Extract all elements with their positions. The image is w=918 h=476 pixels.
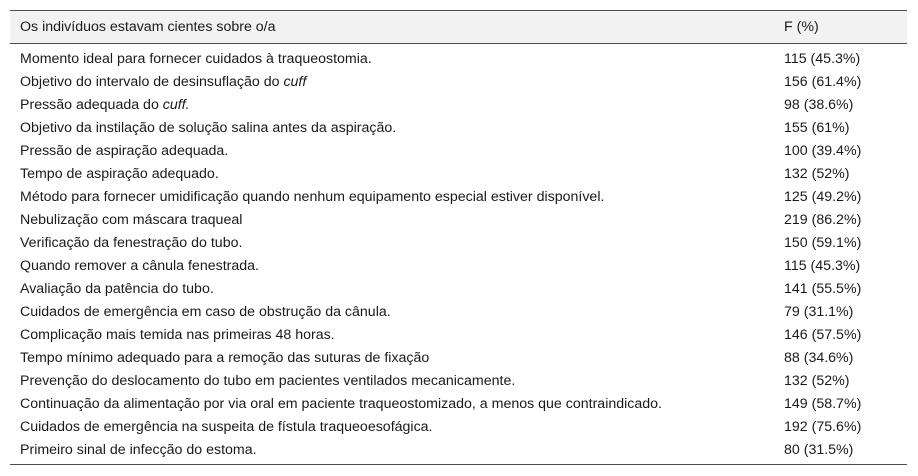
row-item-text: Objetivo da instilação de solução salina antes da aspiração. [20,119,397,136]
row-item-cell [10,369,774,392]
table-row [10,116,907,139]
awareness-table-container [10,10,907,465]
row-item-cell [10,415,774,438]
table-row [10,369,907,392]
row-item-cell [10,70,774,93]
table-body [10,44,907,465]
table-row [10,162,907,185]
table-header [10,11,907,44]
row-item-text: Cuidados de emergência na suspeita de fístula traqueoesofágica. [20,418,433,435]
table-row [10,277,907,300]
row-frequency-cell: 79 (31.1%) [784,303,854,320]
row-item-cell [10,323,774,346]
header-row [10,11,907,44]
row-frequency-cell: 141 (55.5%) [784,280,862,297]
row-item-cell [10,277,774,300]
row-item-cell [10,44,774,71]
table-row [10,139,907,162]
row-frequency-cell: 98 (38.6%) [784,96,854,113]
row-frequency-cell: 132 (52%) [784,372,850,389]
row-item-cell [10,346,774,369]
row-frequency-cell: 132 (52%) [784,165,850,182]
row-frequency-cell: 115 (45.3%) [784,257,861,274]
row-item-text: Tempo de aspiração adequado. [20,165,219,182]
row-item-text: Método para fornecer umidificação quando nenhum equipamento especial estiver disponível. [20,188,605,205]
table-row [10,300,907,323]
table-row [10,392,907,415]
row-item-text: Tempo mínimo adequado para a remoção das suturas de fixação [20,349,430,366]
row-frequency-cell: 115 (45.3%) [784,50,861,67]
row-item-text: Nebulização com máscara traqueal [20,211,243,228]
row-frequency-cell: 219 (86.2%) [784,211,862,228]
row-item-text: Pressão de aspiração adequada. [20,142,229,159]
row-item-text: Verificação da fenestração do tubo. [20,234,243,251]
row-frequency-cell: 125 (49.2%) [784,188,862,205]
row-item-text: Objetivo do intervalo de desinsuflação do [20,73,284,90]
row-item-text: Quando remover a cânula fenestrada. [20,257,259,274]
row-item-cell [10,392,774,415]
row-frequency-cell: 80 (31.5%) [774,438,907,465]
row-item-cell [10,231,774,254]
row-frequency-cell: 88 (34.6%) [784,349,854,366]
table-row [10,346,907,369]
row-item-emphasis: cuff [283,73,307,90]
row-item-cell [10,254,774,277]
row-item-emphasis: cuff. [162,96,190,113]
row-item-text: Momento ideal para fornecer cuidados à traqueostomia. [20,50,372,67]
row-item-cell [10,93,774,116]
row-item-text: Complicação mais temida nas primeiras 48 horas. [20,326,335,343]
row-frequency-cell: 150 (59.1%) [784,234,862,251]
row-item-text: Cuidados de emergência em caso de obstrução da cânula. [20,303,391,320]
header-frequency: F (%) [774,11,907,44]
row-frequency-cell: 192 (75.6%) [784,418,862,435]
table-row [10,208,907,231]
header-item: Os indivíduos estavam cientes sobre o/a [10,11,774,44]
row-frequency-cell: 155 (61%) [784,119,850,136]
row-frequency-cell: 156 (61.4%) [784,73,862,90]
row-item-text: Continuação da alimentação por via oral em paciente traqueostomizado, a menos que contraindicado. [20,395,662,412]
row-item-text: Primeiro sinal de infecção do estoma. [20,441,257,458]
row-item-cell [10,208,774,231]
row-item-text: Prevenção do deslocamento do tubo em pacientes ventilados mecanicamente. [20,372,516,389]
table-row [10,44,907,71]
row-frequency-cell: 146 (57.5%) [784,326,862,343]
row-item-cell [10,162,774,185]
row-item-text: Avaliação da patência do tubo. [20,280,214,297]
row-item-cell [10,139,774,162]
table-row [10,231,907,254]
table-row [10,323,907,346]
row-frequency-cell: 149 (58.7%) [784,395,862,412]
table-row [10,93,907,116]
row-item-cell [10,438,774,465]
row-item-text: Pressão adequada do [20,96,163,113]
row-item-cell [10,185,774,208]
row-item-cell [10,116,774,139]
table-row [10,185,907,208]
row-item-cell [10,300,774,323]
awareness-table [10,10,907,465]
table-row [10,70,907,93]
row-frequency-cell: 100 (39.4%) [784,142,862,159]
table-row [10,438,907,465]
table-row [10,415,907,438]
table-row [10,254,907,277]
